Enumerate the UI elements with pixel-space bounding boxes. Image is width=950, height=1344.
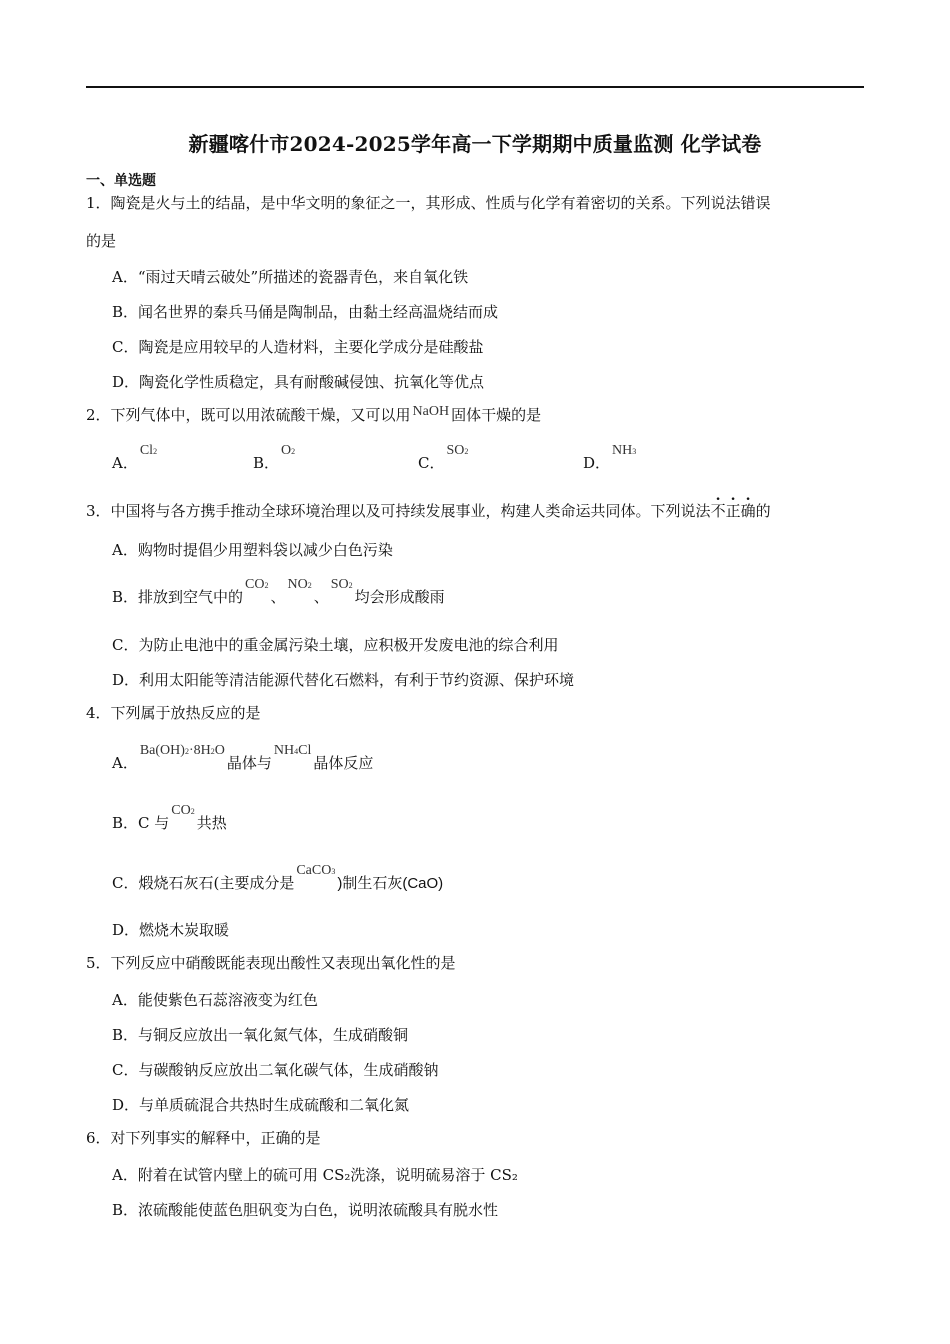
formula-nh3: NH3 bbox=[612, 443, 637, 458]
question-1-stem: 1．陶瓷是火与土的结晶，是中华文明的象征之一，其形成、性质与化学有着密切的关系。下列说法错误 bbox=[86, 194, 771, 212]
question-1-stem-cont: 的是 bbox=[86, 232, 117, 250]
q3-option-d: D．利用太阳能等清洁能源代替化石燃料，有利于节约资源、保护环境 bbox=[112, 671, 575, 689]
formula-so2: SO2 bbox=[446, 443, 469, 458]
q1-option-a: A．“雨过天晴云破处”所描述的瓷器青色，来自氧化铁 bbox=[112, 268, 469, 286]
header-rule bbox=[86, 86, 864, 88]
q2-option-a: A．Cl2 bbox=[112, 443, 158, 472]
q6-option-a: A．附着在试管内壁上的硫可用 CS₂洗涤，说明硫易溶于 CS₂ bbox=[112, 1166, 518, 1184]
question-2-stem: 2．下列气体中，既可以用浓硫酸干燥，又可以用 NaOH 固体干燥的是 bbox=[86, 404, 542, 424]
q3-option-b: B．排放到空气中的CO2、NO2、SO2均会形成酸雨 bbox=[112, 577, 445, 606]
q4-option-c: C．煅烧石灰石(主要成分是CaCO3)制生石灰(CaO) bbox=[112, 863, 444, 892]
emphasis-char: 正 bbox=[725, 502, 741, 520]
page-title: 新疆喀什市2024-2025学年高一下学期期中质量监测 化学试卷 bbox=[188, 132, 762, 156]
section-heading: 一、单选题 bbox=[86, 173, 156, 189]
formula-co2: CO2 bbox=[245, 577, 269, 592]
q3-option-a: A．购物时提倡少用塑料袋以减少白色污染 bbox=[112, 541, 393, 559]
q2-option-b: B．O2 bbox=[253, 443, 296, 472]
q5-option-b: B．与铜反应放出一氧化氮气体，生成硝酸铜 bbox=[112, 1026, 409, 1044]
formula-so2: SO2 bbox=[330, 577, 353, 592]
formula-co2: CO2 bbox=[171, 803, 195, 818]
formula-caco3: CaCO3 bbox=[296, 863, 336, 878]
q2-option-c: C．SO2 bbox=[418, 443, 469, 472]
formula-baoh2-8h2o: Ba(OH)2·8H2O bbox=[139, 743, 225, 758]
formula-nh4cl: NH4Cl bbox=[273, 743, 312, 758]
emphasis-char: 确 bbox=[740, 502, 756, 520]
q4-option-a: A．Ba(OH)2·8H2O晶体与NH4Cl晶体反应 bbox=[112, 743, 374, 772]
q3-option-c: C．为防止电池中的重金属污染土壤，应积极开发废电池的综合利用 bbox=[112, 636, 559, 654]
question-5-stem: 5．下列反应中硝酸既能表现出酸性又表现出氧化性的是 bbox=[86, 954, 456, 972]
q6-option-b: B．浓硫酸能使蓝色胆矾变为白色，说明浓硫酸具有脱水性 bbox=[112, 1201, 499, 1219]
emphasis-char: 不 bbox=[710, 502, 726, 520]
q5-option-d: D．与单质硫混合共热时生成硫酸和二氧化氮 bbox=[112, 1096, 410, 1114]
q1-option-b: B．闻名世界的秦兵马俑是陶制品，由黏土经高温烧结而成 bbox=[112, 303, 499, 321]
formula-no2: NO2 bbox=[287, 577, 312, 592]
q2-option-d: D．NH3 bbox=[583, 443, 637, 472]
question-3-stem: 3．中国将与各方携手推动全球环境治理以及可持续发展事业，构建人类命运共同体。下列说法不正确的 bbox=[86, 502, 771, 520]
question-4-stem: 4．下列属于放热反应的是 bbox=[86, 704, 261, 722]
q5-option-c: C．与碳酸钠反应放出二氧化碳气体，生成硝酸钠 bbox=[112, 1061, 439, 1079]
q1-option-c: C．陶瓷是应用较早的人造材料，主要化学成分是硅酸盐 bbox=[112, 338, 484, 356]
q4-option-b: B．C 与CO2共热 bbox=[112, 803, 227, 832]
formula-o2: O2 bbox=[281, 443, 296, 458]
question-6-stem: 6．对下列事实的解释中，正确的是 bbox=[86, 1129, 321, 1147]
q1-option-d: D．陶瓷化学性质稳定，具有耐酸碱侵蚀、抗氧化等优点 bbox=[112, 373, 485, 391]
formula-cl2: Cl2 bbox=[139, 443, 158, 458]
formula-naoh: NaOH bbox=[412, 404, 450, 419]
q5-option-a: A．能使紫色石蕊溶液变为红色 bbox=[112, 991, 318, 1009]
q4-option-d: D．燃烧木炭取暖 bbox=[112, 921, 230, 939]
